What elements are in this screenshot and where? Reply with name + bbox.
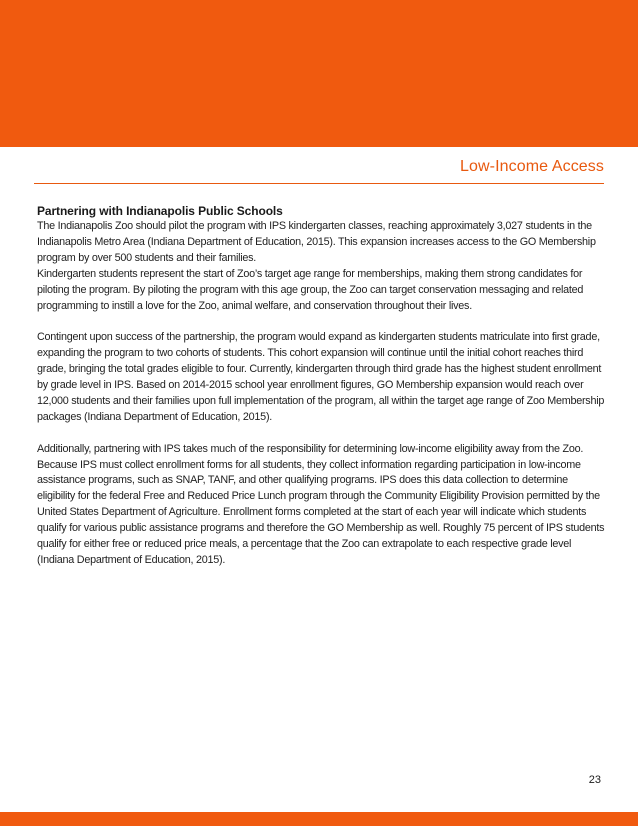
paragraph-1: The Indianapolis Zoo should pilot the program with IPS kindergarten classes, reaching approximately 3,027 students in the Indianapolis Metro Area (Indiana Department of Education, 2015). This expansion increases access to the GO Membership program by over 500 students and their families. [37, 220, 596, 264]
section-title: Low-Income Access [460, 158, 604, 175]
paragraph-2: Kindergarten students represent the start of Zoo’s target age range for memberships, making them strong candidates for piloting the program. By piloting the program with this age group, the Zoo can target conservation messaging and related programming to instill a love for the Zoo, animal welfare, and conservation throughout their lives. [37, 267, 584, 312]
page-number: 23 [588, 774, 601, 786]
document-body [37, 203, 605, 569]
paragraph-3: Contingent upon success of the partnership, the program would expand as kindergarten students matriculate into first grade, expanding the program to two cohorts of students. This cohort expansion will continue until the initial cohort reaches third grade, bringing the total grades eligible to four. Currently, kindergarten through third grade has the highest student enrollment by grade level in IPS. Based on 2014-2015 school year enrollment figures, GO Membership expansion would reach over 12,000 students and their families upon full implementation of the program, all within the target age range of Zoo Membership packages (Indiana Department of Education, 2015). [37, 331, 605, 423]
section-heading: Partnering with Indianapolis Public Schools [37, 204, 283, 218]
header-banner [0, 0, 638, 147]
footer-bar [0, 812, 638, 826]
paragraph-4: Additionally, partnering with IPS takes much of the responsibility for determining low-income eligibility away from the Zoo. Because IPS must collect enrollment forms for all students, they collect information regarding participation in low-income assistance programs, such as SNAP, TANF, and other qualifying programs. IPS does this data collection to determine eligibility for the federal Free and Reduced Price Lunch program through the Community Eligibility Provision permitted by the United States Department of Agriculture. Enrollment forms completed at the start of each year will indicate which students qualify for various public assistance programs and therefore the GO Membership as well. Roughly 75 percent of IPS students qualify for either free or reduced price meals, a percentage that the Zoo can extrapolate to each respective grade level (Indiana Department of Education, 2015). [37, 442, 605, 566]
section-title-divider [34, 183, 604, 184]
